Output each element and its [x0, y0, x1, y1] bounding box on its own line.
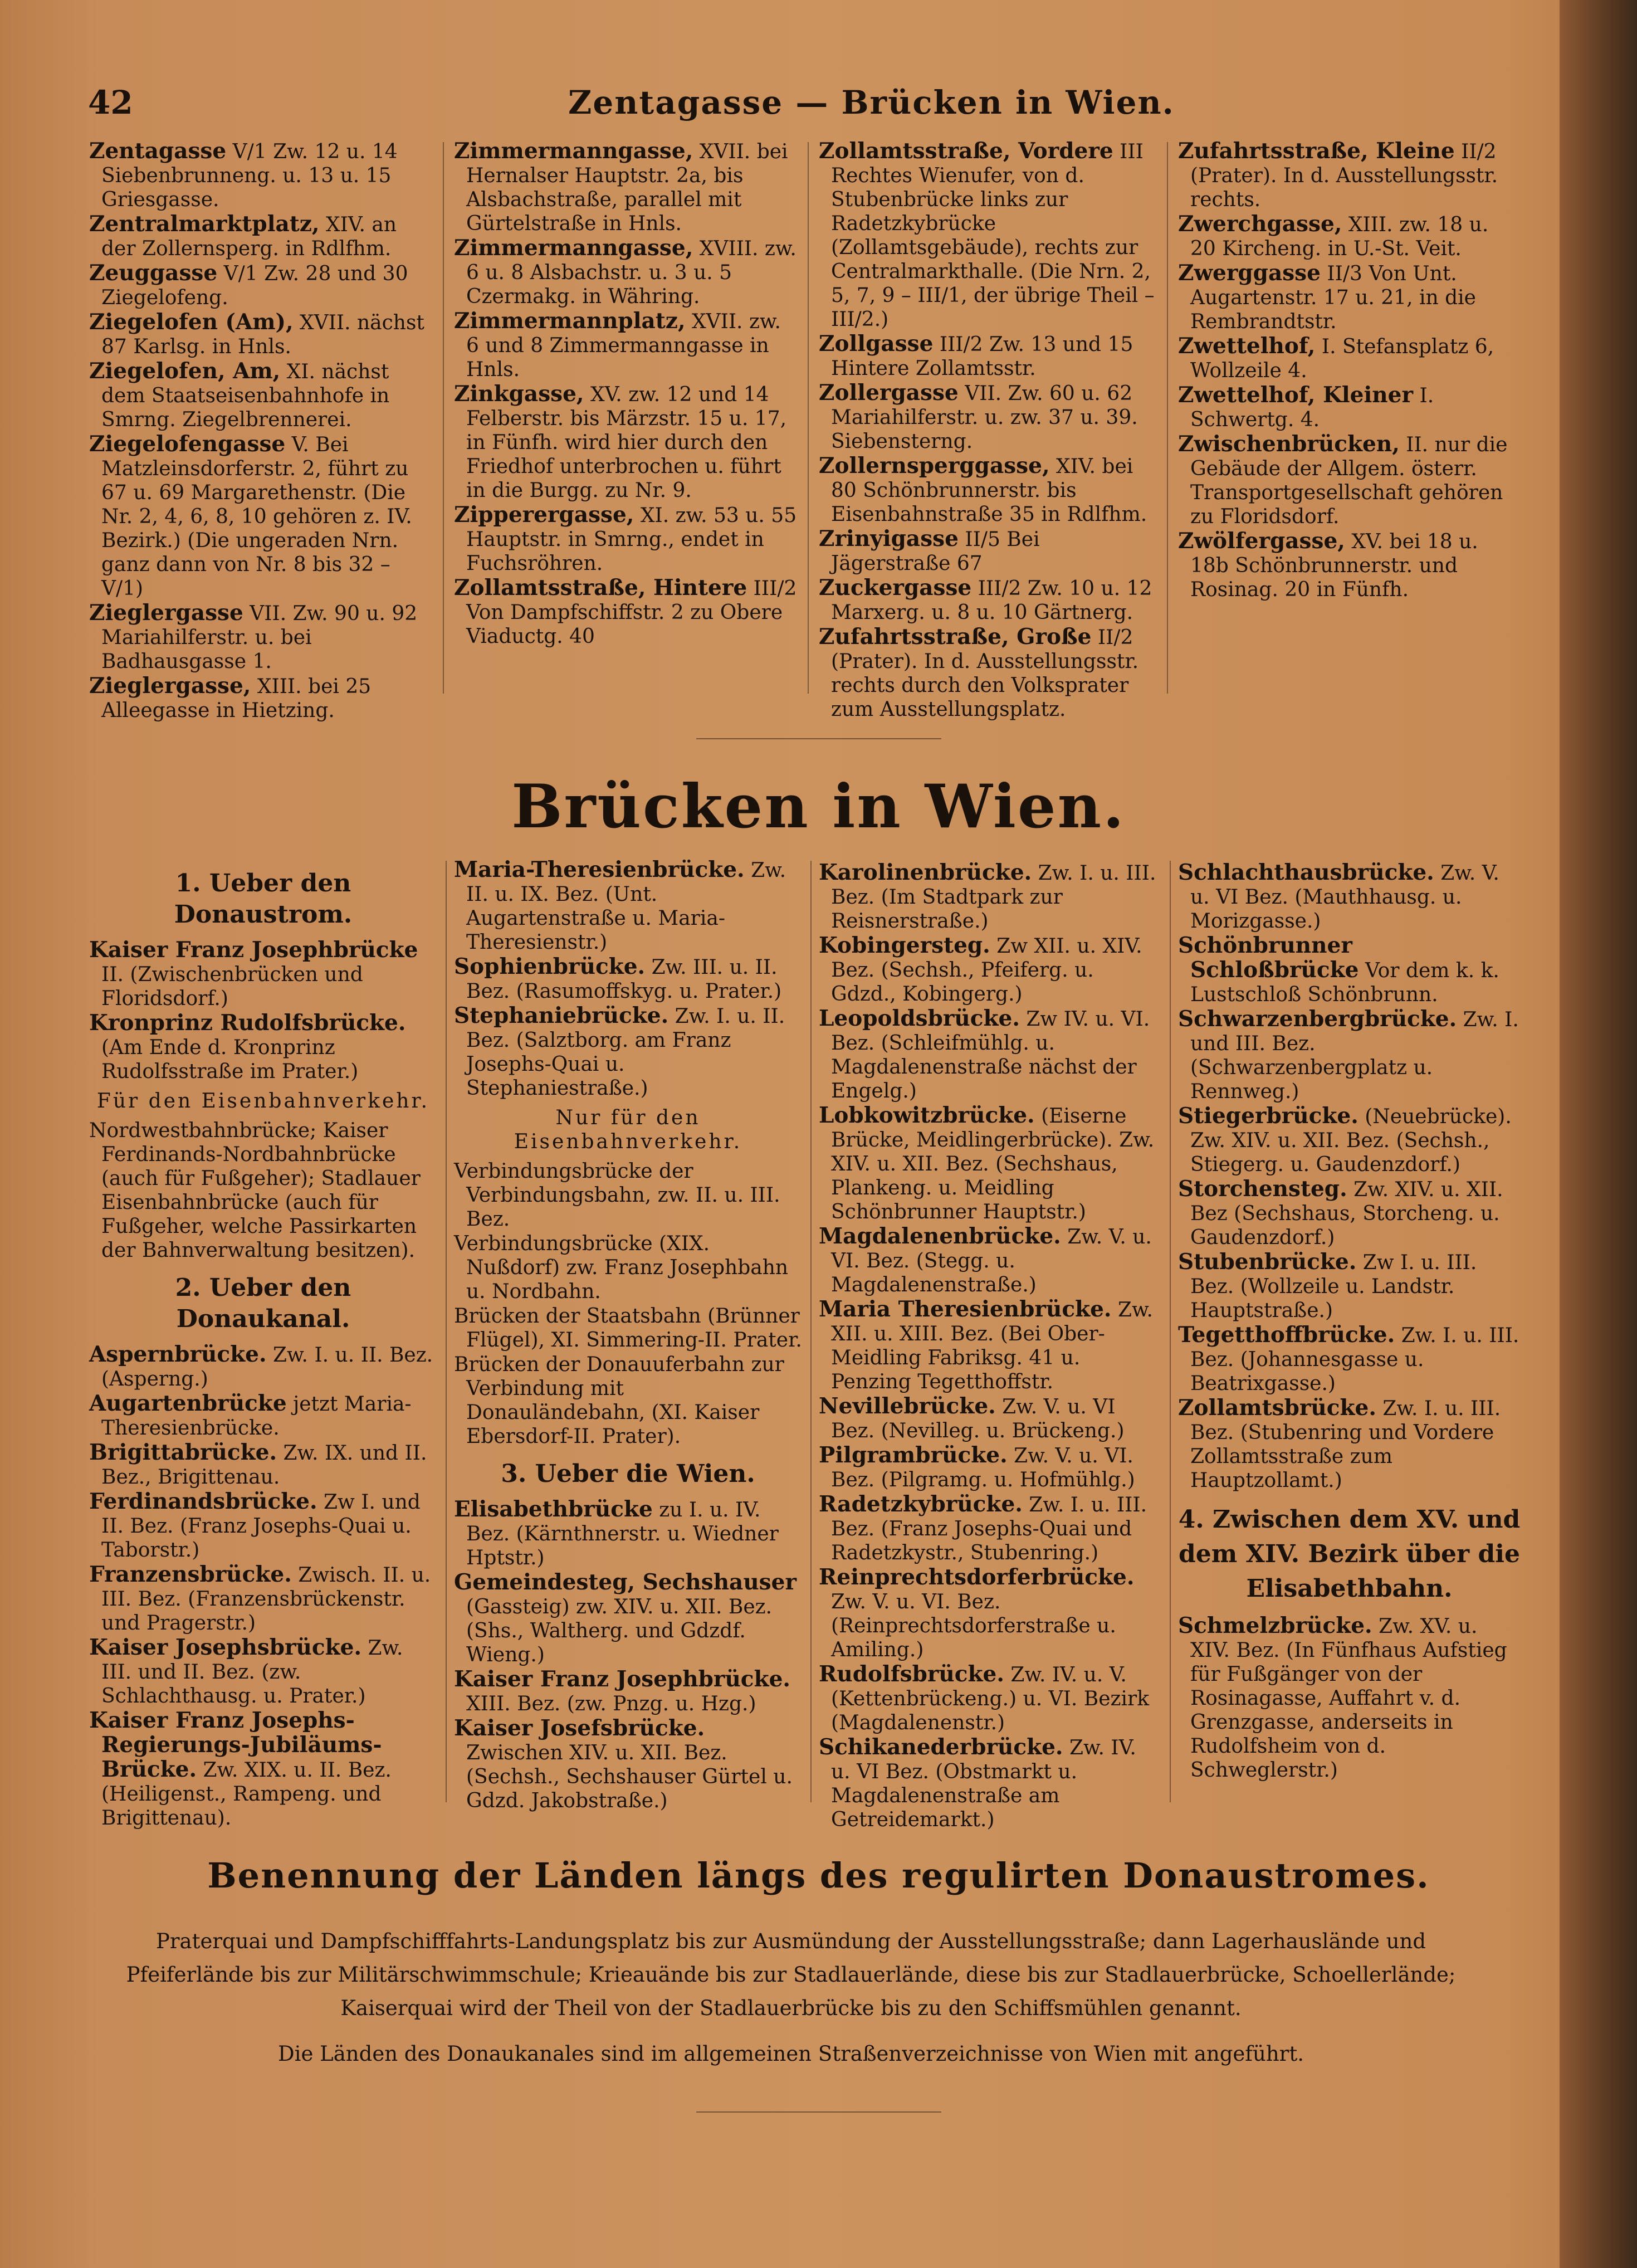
bridges-section-title: Brücken in Wien. [511, 772, 1126, 842]
entry-name: Augartenbrücke [89, 1391, 287, 1416]
entry-name: Zufahrtsstraße, Große [819, 624, 1092, 650]
column-rule [1170, 861, 1171, 1802]
entry [454, 236, 799, 309]
section-heading: 3. Ueber die Wien. [501, 1460, 755, 1488]
entry-text: II/2 (Prater). In d. Ausstellungsstr. rechts. [1190, 140, 1498, 211]
entry [819, 1565, 1161, 1662]
entry-name: Ziegelofengasse [89, 431, 286, 457]
entry-text: XI. zw. 53 u. 55 Hauptstr. in Smrng., endet in Fuchsröhren. [466, 504, 797, 575]
entry-name: Zollergasse [819, 380, 959, 406]
entry-name: Zentralmarktplatz, [89, 211, 320, 237]
entry-text: XVII. zw. 6 und 8 Zimmermanngasse in Hnls. [466, 310, 781, 381]
section-heading: 1. Ueber den Donaustrom. [174, 869, 353, 929]
entry-text: Zw. IV. u. V. (Kettenbrückeng.) u. VI. Bezirk (Magdalenenstr.) [831, 1664, 1150, 1734]
entry [1178, 1104, 1521, 1177]
entry-text: Zw. I. u. III. Bez. (Stubenring und Vordere Zollamtsstraße zum Hauptzollamt.) [1190, 1397, 1501, 1492]
entry-name: Kaiser Franz Josephbrücke. [454, 1666, 790, 1692]
entry [454, 382, 799, 503]
rail-note: Nur für den Eisenbahnverkehr. [514, 1106, 742, 1153]
entry-text: Zw. I. u. III. Bez. (Franz Josephs-Quai und Radetzkystr., Stubenring.) [831, 1494, 1147, 1564]
entry-name: Zuckergasse [819, 575, 972, 601]
entry-text: Zw. XII. u. XIII. Bez. (Bei Ober-Meidling Fabriksg. 41 u. Penzing Tegetthoffstr. [831, 1299, 1153, 1393]
entry-text: Zw. IX. und II. Bez., Brigittenau. [101, 1442, 427, 1489]
entry-text: III/2 Von Dampfschiffstr. 2 zu Obere Viaductg. 40 [466, 577, 797, 648]
entry-text: XIII. Bez. (zw. Pnzg. u. Hzg.) [466, 1693, 756, 1715]
entry-text: Vor dem k. k. Lustschloß Schönbrunn. [1190, 959, 1499, 1006]
entry-text: XVIII. zw. 6 u. 8 Alsbachstr. u. 3 u. 5 Czermakg. in Währing. [466, 237, 796, 308]
entry [1178, 1177, 1521, 1250]
entry [89, 261, 433, 310]
entry-name: Magdalenenbrücke. [819, 1223, 1061, 1249]
entry-text: Zw I. und II. Bez. (Franz Josephs-Quai u. Taborstr.) [101, 1491, 421, 1562]
entry-name: Stephaniebrücke. [454, 1003, 669, 1028]
entry-text: III/2 Zw. 13 und 15 Hintere Zollamtsstr. [831, 333, 1133, 380]
entry-text: Zw. IV. u. VI Bez. (Obstmarkt u. Magdalenenstraße am Getreidemarkt.) [831, 1737, 1136, 1831]
section-heading: 4. Zwischen dem XV. und dem XIV. Bezirk über die Elisabethbahn. [1178, 1505, 1521, 1603]
entry-name: Lobkowitzbrücke. [819, 1103, 1035, 1128]
entry [89, 359, 433, 432]
entry [1178, 383, 1518, 432]
entry [89, 1490, 437, 1562]
entry [89, 1563, 437, 1635]
entry-text: XIV. an der Zollernsperg. in Rdlfhm. [101, 213, 397, 260]
entry-text: V/1 Zw. 28 und 30 Ziegelofeng. [101, 262, 408, 309]
entry-name: Kaiser Josephsbrücke. [89, 1635, 362, 1660]
entry-text: II/5 Bei Jägerstraße 67 [831, 528, 1040, 575]
entry [1178, 334, 1518, 383]
entry-name: Zollamtsstraße, Vordere [819, 138, 1113, 164]
rail-bridges-text: Nordwestbahnbrücke; Kaiser Ferdinands-Nordbahnbrücke (auch für Fußgeher); Stadlauer Eisenbahnbrücke (auch für Fußgeher, welche Passirkarten der Bahnverwaltung besitzen). [89, 1119, 421, 1262]
entry-text: Zw IV. u. VI. Bez. (Schleifmühlg. u. Magdalenenstraße nächst der Engelg.) [831, 1008, 1150, 1103]
entry [819, 527, 1159, 575]
entry-name: Zimmermanngasse, [454, 138, 693, 164]
landings-body: Praterquai und Dampfschifffahrts-Landungsplatz bis zur Ausmündung der Ausstellungsstraße; dann Lagerhauslände und Pfeiferlände bis zur Militärschwimmschule; Krieauände bis zur Stadlauerlände, diese bis zur Stadlauerbrücke, Schoellerlände; Kaiserquai wird der Theil von der Stadlauerbrücke bis zu den Schiffsmühlen genannt. [126, 1929, 1456, 2020]
entry [454, 858, 802, 954]
entry-name: Ziegelofen (Am), [89, 309, 294, 335]
entry-name: Zwölfergasse, [1178, 528, 1345, 554]
entry-name: Ziegelofen, Am, [89, 358, 281, 384]
entry-text: Zw. V. u. VI Bez. (Nevilleg. u. Brückeng.) [831, 1396, 1125, 1442]
entry-name: Zufahrtsstraße, Kleine [1178, 138, 1455, 164]
entry-name: Karolinenbrücke. [819, 860, 1032, 885]
entry-text: Zwischen XIV. u. XII. Bez. (Sechsh., Sechshauser Gürtel u. Gdzd. Jakobstraße.) [466, 1742, 793, 1812]
entry-text: XIII. bei 25 Alleegasse in Hietzing. [101, 675, 372, 722]
entry [819, 1394, 1161, 1443]
entry [454, 1667, 802, 1716]
entry [819, 576, 1159, 625]
entry-name: Aspernbrücke. [89, 1342, 267, 1367]
entry [454, 309, 799, 382]
landings-text [100, 1925, 1482, 2071]
entry [89, 938, 437, 1011]
entry-name: Rudolfsbrücke. [819, 1661, 1004, 1687]
entry-text: Zw. II. u. IX. Bez. (Unt. Augartenstraße u. Maria-Theresienstr.) [466, 859, 786, 954]
entry [819, 381, 1159, 453]
entry-name: Zwettelhof, [1178, 333, 1316, 359]
entry-text: jetzt Maria-Theresienbrücke. [101, 1393, 412, 1440]
entry-name: Schönbrunner Schloßbrücke [1178, 933, 1359, 983]
plain-entry: Verbindungsbrücke (XIX. Nußdorf) zw. Franz Josephbahn u. Nordbahn. [454, 1232, 789, 1303]
column-rule [1167, 142, 1168, 694]
entry [819, 1662, 1161, 1735]
entry-text: Zw. III. und II. Bez. (zw. Schlachthausg. u. Prater.) [101, 1637, 403, 1708]
entry [89, 1392, 437, 1440]
entry [89, 139, 433, 212]
entry [819, 1298, 1161, 1394]
entry-name: Zwischenbrücken, [1178, 431, 1400, 457]
column-rule [443, 142, 444, 694]
entry [819, 1007, 1161, 1103]
street-column-1 [89, 139, 433, 723]
column-rule [446, 861, 447, 1802]
entry-name: Maria-Theresienbrücke. [454, 857, 745, 882]
entry [454, 576, 799, 648]
entry-text: (Gassteig) zw. XIV. u. XII. Bez. (Shs., Waltherg. und Gdzdf. Wieng.) [466, 1596, 773, 1666]
entry-text: XI. nächst dem Staatseisenbahnhofe in Smrng. Ziegelbrennerei. [101, 360, 390, 431]
entry-text: (Am Ende d. Kronprinz Rudolfsstraße im Prater.) [101, 1036, 359, 1083]
page-number: 42 [88, 84, 133, 121]
closing-rule [696, 2111, 941, 2113]
entry-name: Kronprinz Rudolfsbrücke. [89, 1010, 406, 1036]
entry-text: (Neuebrücke). Zw. XIV. u. XII. Bez. (Sechsh., Stiegerg. u. Gaudenzdorf.) [1190, 1105, 1512, 1176]
entry-name: Nevillebrücke. [819, 1393, 996, 1419]
entry-name: Pilgrambrücke. [819, 1442, 1008, 1468]
entry-name: Zieglergasse, [89, 673, 251, 699]
entry-text: Zwisch. II. u. III. Bez. (Franzensbrückenstr. und Pragerstr.) [101, 1564, 431, 1635]
entry-name: Kaiser Franz Josephbrücke [89, 937, 418, 963]
entry-text: VII. Zw. 90 u. 92 Mariahilferstr. u. bei Badhausgasse 1. [101, 602, 418, 673]
entry-text: III Rechtes Wienufer, von d. Stubenbrücke links zur Radetzkybrücke (Zollamtsgebäude), rechts zur Centralmarkthalle. (Die Nrn. 2, 5, 7, 9 – III/1, der übrige Theil – III/2.) [831, 140, 1155, 331]
entry-text: Zw. III. u. II. Bez. (Rasumoffskyg. u. Prater.) [466, 956, 782, 1003]
column-rule [810, 861, 812, 1802]
entry-text: XIII. zw. 18 u. 20 Kircheng. in U.-St. Veit. [1190, 213, 1489, 260]
entry [89, 1011, 437, 1084]
entry-text: Zw. V. u. VI. Bez. (Pilgramg. u. Hofmühlg.) [831, 1445, 1135, 1491]
street-column-3 [819, 139, 1159, 722]
entry-text: Zw. I. u. II. Bez. (Salztborg. am Franz Josephs-Quai u. Stephaniestraße.) [466, 1005, 785, 1100]
entry [819, 1735, 1161, 1832]
section-rule [696, 738, 941, 739]
entry-name: Radetzkybrücke. [819, 1491, 1023, 1517]
entry [89, 1709, 437, 1830]
entry [89, 1636, 437, 1708]
entry [454, 1570, 802, 1667]
section-heading: 2. Ueber den Donaukanal. [175, 1274, 351, 1333]
entry-name: Sophienbrücke. [454, 954, 646, 979]
plain-entry: Brücken der Staatsbahn (Brünner Flügel), XI. Simmering-II. Prater. [454, 1305, 802, 1352]
entry-name: Zieglergasse [89, 600, 243, 626]
entry [1178, 212, 1518, 261]
entry-text: Zw. V. u. VI. Bez. (Stegg. u. Magdalenenstraße.) [831, 1226, 1152, 1296]
entry-name: Stiegerbrücke. [1178, 1103, 1359, 1129]
entry-text: I. Schwertg. 4. [1190, 384, 1434, 431]
entry-name: Gemeindesteg, Sechshauser [454, 1569, 796, 1595]
entry [1178, 861, 1521, 933]
entry-name: Zentagasse [89, 138, 227, 164]
entry-text: V/1 Zw. 12 u. 14 Siebenbrunneng. u. 13 u. 15 Griesgasse. [101, 140, 398, 211]
entry-name: Brigittabrücke. [89, 1440, 277, 1465]
entry-text: Zw. I. und III. Bez. (Schwarzenbergplatz u. Rennweg.) [1190, 1008, 1519, 1103]
entry-name: Zwerchgasse, [1178, 211, 1342, 237]
page-edge [1560, 0, 1637, 2268]
entry-text: XVII. bei Hernalser Hauptstr. 2a, bis Alsbachstraße, parallel mit Gürtelstraße in Hnls. [466, 140, 788, 235]
entry-text: (Eiserne Brücke, Meidlingerbrücke). Zw. XIV. u. XII. Bez. (Sechshaus, Plankeng. u. Meidling Schönbrunner Hauptstr.) [831, 1105, 1155, 1223]
entry [1178, 139, 1518, 212]
entry [454, 1004, 802, 1100]
entry [89, 601, 433, 674]
plain-entry: Brücken der Donauuferbahn zur Verbindung mit Donauländebahn, (XI. Kaiser Ebersdorf-II. Prater). [454, 1353, 784, 1448]
entry-name: Elisabethbrücke [454, 1496, 653, 1522]
entry-text: II. (Zwischenbrücken und Floridsdorf.) [101, 963, 363, 1010]
entry-text: II. nur die Gebäude der Allgem. österr. Transportgesellschaft gehören zu Floridsdorf. [1190, 433, 1508, 528]
entry-name: Schmelzbrücke. [1178, 1613, 1372, 1638]
entry-text: XV. bei 18 u. 18b Schönbrunnerstr. und Rosinag. 20 in Fünfh. [1190, 530, 1478, 601]
entry [1178, 1396, 1521, 1493]
bridge-column-3 [819, 861, 1161, 1832]
entry-text: Zw. V. u. VI Bez. (Mauthhausg. u. Morizgasse.) [1190, 862, 1499, 933]
entry-name: Maria Theresienbrücke. [819, 1296, 1112, 1322]
entry [454, 1716, 802, 1813]
bridge-column-4 [1178, 861, 1521, 1783]
entry-name: Ferdinandsbrücke. [89, 1489, 317, 1514]
entry-name: Kaiser Franz Josephs-Regierungs-Jubiläums-Brücke. [89, 1708, 382, 1782]
entry [454, 503, 799, 575]
entry-name: Zollamtsstraße, Hintere [454, 575, 747, 601]
entry [819, 625, 1159, 721]
entry [89, 674, 433, 723]
bridge-column-2 [454, 858, 802, 1813]
street-column-2 [454, 139, 799, 649]
entry [89, 212, 433, 261]
entry-name: Schwarzenbergbrücke. [1178, 1006, 1457, 1032]
entry-text: zu I. u. IV. Bez. (Kärnthnerstr. u. Wiedner Hptstr.) [466, 1499, 779, 1569]
entry-text: III/2 Zw. 10 u. 12 Marxerg. u. 8 u. 10 Gärtnerg. [831, 577, 1152, 624]
entry-name: Zinkgasse, [454, 381, 584, 407]
entry-name: Kobingersteg. [819, 933, 990, 958]
entry-name: Zollernsperggasse, [819, 453, 1050, 479]
landings-title: Benennung der Länden längs des regulirten Donaustromes. [207, 1855, 1430, 1896]
entry-name: Zwerggasse [1178, 260, 1321, 286]
entry [454, 955, 802, 1003]
entry-text: Zw I. u. III. Bez. (Wollzeile u. Landstr. Hauptstraße.) [1190, 1251, 1477, 1322]
entry [1178, 1250, 1521, 1323]
entry [1178, 934, 1521, 1007]
entry-text: I. Stefansplatz 6, Wollzeile 4. [1190, 335, 1494, 382]
entry-text: II/3 Von Unt. Augartenstr. 17 u. 21, in die Rembrandtstr. [1190, 262, 1476, 333]
entry-name: Zipperergasse, [454, 502, 634, 528]
entry-text: V. Bei Matzleinsdorferstr. 2, führt zu 67 u. 69 Margarethenstr. (Die Nr. 2, 4, 6, 8, 10 gehören z. IV. Bezirk.) (Die ungeraden Nrn. ganz dann von Nr. 8 bis 32 – V/1) [101, 433, 412, 600]
entry-name: Franzensbrücke. [89, 1562, 292, 1587]
entry [819, 1493, 1161, 1565]
entry [819, 1443, 1161, 1492]
entry [819, 139, 1159, 331]
entry [454, 139, 799, 236]
bridge-column-1 [89, 858, 437, 1831]
entry-name: Stubenbrücke. [1178, 1249, 1357, 1275]
entry-name: Zimmermannplatz, [454, 308, 686, 334]
column-rule [808, 142, 809, 694]
entry [1178, 1323, 1521, 1396]
entry-name: Zwettelhof, Kleiner [1178, 382, 1414, 408]
entry-text: Zw. I. u. III. Bez. (Im Stadtpark zur Reisnerstraße.) [831, 862, 1156, 933]
entry [819, 861, 1161, 933]
entry-text: Zw. XIV. u. XII. Bez (Sechshaus, Storcheng. u. Gaudenzdorf.) [1190, 1178, 1503, 1249]
entry-text: II/2 (Prater). In d. Ausstellungsstr. rechts durch den Volksprater zum Ausstellungsplatz. [831, 626, 1139, 721]
entry [89, 310, 433, 359]
entry [1178, 261, 1518, 334]
plain-entry: Verbindungsbrücke der Verbindungsbahn, zw. II. u. III. Bez. [454, 1160, 780, 1231]
entry-name: Zeuggasse [89, 260, 218, 286]
landings-note: Die Länden des Donaukanales sind im allgemeinen Straßenverzeichnisse von Wien mit angeführt. [278, 2042, 1304, 2066]
entry [89, 1343, 437, 1391]
entry-text: XVII. nächst 87 Karlsg. in Hnls. [101, 311, 424, 358]
entry [819, 454, 1159, 526]
entry [89, 1441, 437, 1489]
entry-name: Zollgasse [819, 331, 934, 357]
entry [89, 432, 433, 601]
entry-name: Zimmermanngasse, [454, 235, 693, 261]
running-head: Zentagasse — Brücken in Wien. [568, 84, 1175, 121]
rail-note: Für den Eisenbahnverkehr. [96, 1090, 430, 1113]
entry-name: Zollamtsbrücke. [1178, 1395, 1376, 1421]
entry [819, 1225, 1161, 1297]
entry-text: Zw. V. u. VI. Bez. (Reinprechtsdorferstraße u. Amiling.) [831, 1591, 1116, 1661]
entry-name: Schikanederbrücke. [819, 1734, 1063, 1760]
entry-text: Zw. XV. u. XIV. Bez. (In Fünfhaus Aufstieg für Fußgänger von der Rosinagasse, Auffahrt v. d. Grenzgasse, anderseits in Rudolfsheim von d. Schweglerstr.) [1190, 1615, 1507, 1782]
entry-name: Tegetthoffbrücke. [1178, 1322, 1395, 1348]
entry-name: Storchensteg. [1178, 1176, 1347, 1202]
entry [819, 934, 1161, 1006]
entry-name: Zrinyigasse [819, 526, 959, 552]
entry [819, 1104, 1161, 1224]
entry-name: Leopoldsbrücke. [819, 1006, 1020, 1031]
entry-text: Zw XII. u. XIV. Bez. (Sechsh., Pfeiferg. u. Gdzd., Kobingerg.) [831, 935, 1142, 1006]
entry [1178, 529, 1518, 602]
entry-text: VII. Zw. 60 u. 62 Mariahilferstr. u. zw. 37 u. 39. Siebensterng. [831, 382, 1138, 453]
street-column-4 [1178, 139, 1518, 602]
entry-name: Schlachthausbrücke. [1178, 860, 1434, 885]
entry [454, 1498, 802, 1570]
entry-text: Zw. I. u. III. Bez. (Johannesgasse u. Beatrixgasse.) [1190, 1324, 1519, 1395]
entry-name: Reinprechtsdorferbrücke. [819, 1564, 1135, 1590]
entry-text: XIV. bei 80 Schönbrunnerstr. bis Eisenbahnstraße 35 in Rdlfhm. [831, 455, 1147, 526]
entry-text: XV. zw. 12 und 14 Felberstr. bis Märzstr. 15 u. 17, in Fünfh. wird hier durch den Friedhof unterbrochen u. führt in die Burgg. zu Nr. 9. [466, 383, 787, 502]
entry [1178, 1007, 1521, 1104]
entry-text: Zw. I. u. II. Bez. (Asperng.) [101, 1344, 433, 1391]
entry [1178, 432, 1518, 529]
entry [1178, 1614, 1521, 1782]
entry [819, 332, 1159, 381]
entry-text: Zw. XIX. u. II. Bez. (Heiligenst., Rampeng. und Brigittenau). [101, 1759, 392, 1830]
entry-name: Kaiser Josefsbrücke. [454, 1715, 705, 1741]
